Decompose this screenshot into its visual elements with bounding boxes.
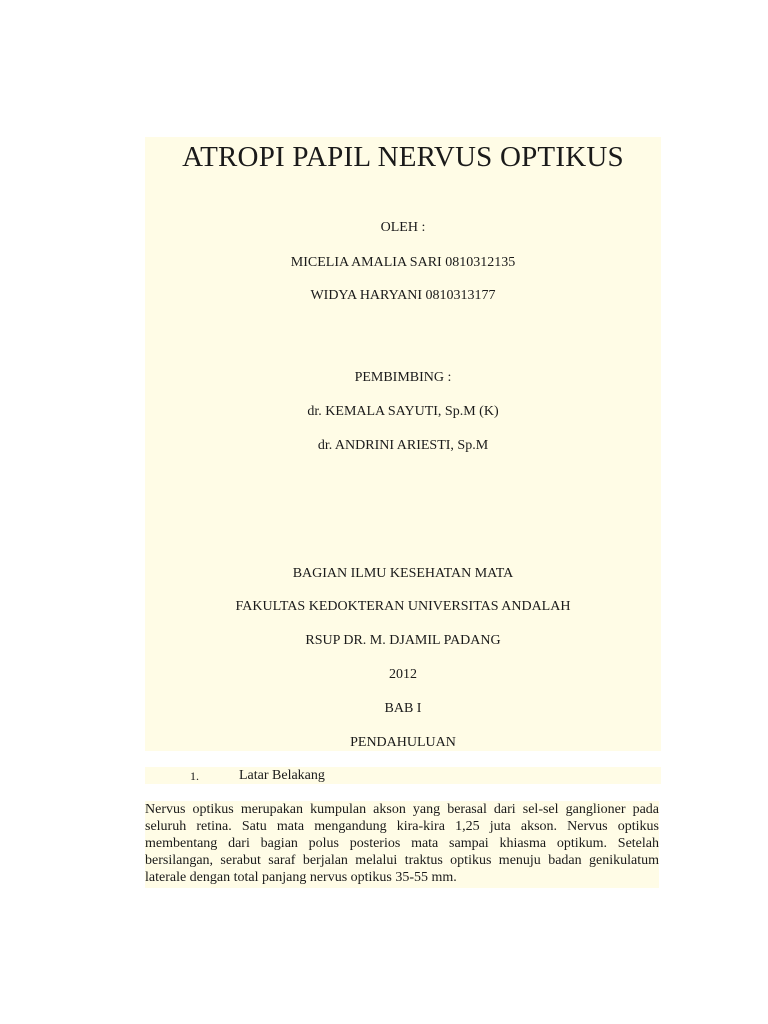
supervisor-2: dr. ANDRINI ARIESTI, Sp.M	[317, 438, 489, 453]
supervisor-1: dr. KEMALA SAYUTI, Sp.M (K)	[307, 404, 499, 419]
body-paragraph: Nervus optikus merupakan kumpulan akson yang berasal dari sel-sel ganglioner pada seluruh retina. Satu mata mengandung kira-kira 1,25 juta akson. Nervus optikus membentang dari bagian polus posterios mata sampai khiasma optikum. Setelah bersilangan, serabut saraf berjalan melalui traktus optikus menuju badan genikulatum laterale dengan total panjang nervus optikus 35-55 mm.	[145, 801, 659, 888]
year: 2012	[389, 667, 417, 682]
authors-heading: OLEH :	[380, 220, 426, 235]
section-title: Latar Belakang	[239, 768, 325, 783]
document-title: ATROPI PAPIL NERVUS OPTIKUS	[182, 141, 624, 173]
institution-department: BAGIAN ILMU KESEHATAN MATA	[292, 566, 514, 581]
section-heading-background	[145, 767, 661, 784]
institution-faculty: FAKULTAS KEDOKTERAN UNIVERSITAS ANDALAH	[235, 599, 571, 614]
chapter-number: BAB I	[384, 701, 422, 716]
author-2: WIDYA HARYANI 0810313177	[310, 288, 496, 303]
institution-hospital: RSUP DR. M. DJAMIL PADANG	[305, 633, 501, 648]
supervisors-heading: PEMBIMBING :	[354, 370, 452, 385]
chapter-title: PENDAHULUAN	[350, 735, 456, 750]
section-number: 1.	[190, 769, 199, 783]
author-1: MICELIA AMALIA SARI 0810312135	[290, 255, 516, 270]
